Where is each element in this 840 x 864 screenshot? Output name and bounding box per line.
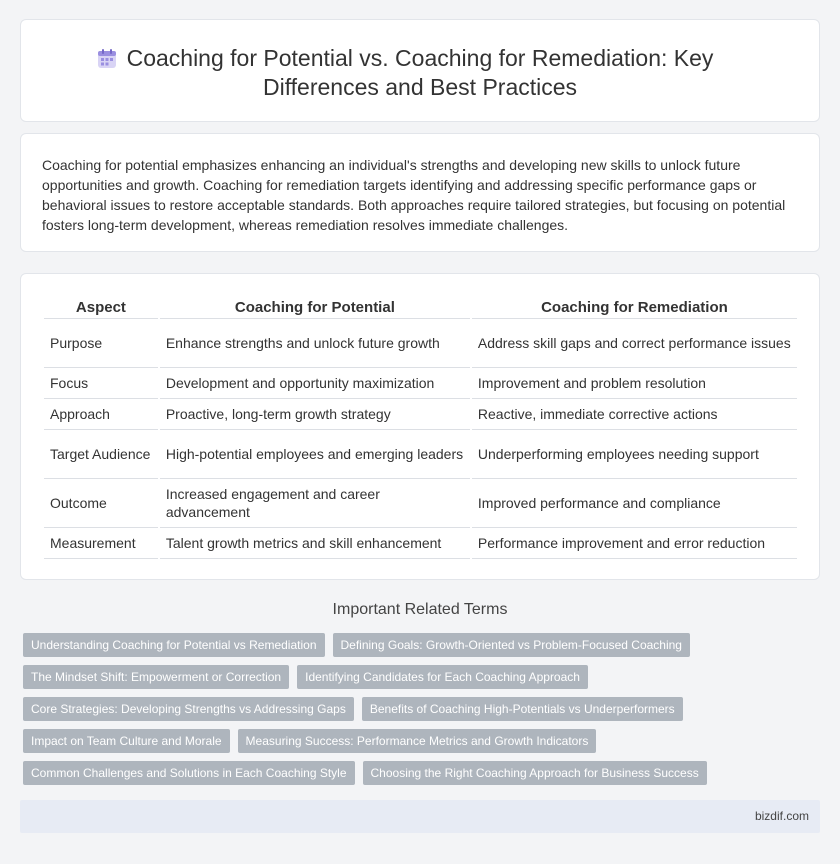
table-cell: Approach <box>44 399 158 430</box>
related-term-tag[interactable]: Defining Goals: Growth-Oriented vs Problem-Focused Coaching <box>333 633 690 657</box>
table-cell: Increased engagement and career advancement <box>160 479 470 528</box>
table-row <box>44 479 797 528</box>
related-terms-list <box>23 633 813 785</box>
table-cell: Improvement and problem resolution <box>472 368 797 399</box>
footer-bar <box>20 800 820 833</box>
related-term-tag[interactable]: Measuring Success: Performance Metrics and Growth Indicators <box>238 729 597 753</box>
table-cell: Enhance strengths and unlock future growth <box>160 319 470 368</box>
column-header-potential: Coaching for Potential <box>160 296 470 319</box>
related-terms-title: Important Related Terms <box>332 601 508 618</box>
table-cell: Target Audience <box>44 430 158 479</box>
intro-card <box>20 133 820 252</box>
intro-paragraph: Coaching for potential emphasizes enhancing an individual's strengths and developing new skills to unlock future opportunities and growth. Coaching for remediation targets identifying and addressing specific performance gaps or behavioral issues to restore acceptable standards. Both approaches require tailored strategies, but focusing on potential fosters long-term development, whereas remediation resolves immediate challenges. <box>42 157 786 233</box>
table-cell: Outcome <box>44 479 158 528</box>
column-header-remediation: Coaching for Remediation <box>472 296 797 319</box>
site-link[interactable]: bizdif.com <box>754 809 809 823</box>
comparison-table <box>42 296 799 559</box>
table-row <box>44 399 797 430</box>
related-term-tag[interactable]: Choosing the Right Coaching Approach for Business Success <box>363 761 707 785</box>
related-term-tag[interactable]: Impact on Team Culture and Morale <box>23 729 230 753</box>
table-row <box>44 430 797 479</box>
table-cell: Purpose <box>44 319 158 368</box>
table-row <box>44 528 797 559</box>
related-term-tag[interactable]: Common Challenges and Solutions in Each Coaching Style <box>23 761 355 785</box>
related-term-tag[interactable]: Identifying Candidates for Each Coaching Approach <box>297 665 588 689</box>
table-cell: High-potential employees and emerging leaders <box>160 430 470 479</box>
column-header-aspect: Aspect <box>44 296 158 319</box>
table-row <box>44 368 797 399</box>
page-title: Coaching for Potential vs. Coaching for Remediation: Key Differences and Best Practices <box>126 45 714 100</box>
table-cell: Performance improvement and error reduction <box>472 528 797 559</box>
table-cell: Proactive, long-term growth strategy <box>160 399 470 430</box>
table-cell: Focus <box>44 368 158 399</box>
header-card <box>20 19 820 122</box>
table-row <box>44 319 797 368</box>
table-cell: Improved performance and compliance <box>472 479 797 528</box>
related-term-tag[interactable]: Core Strategies: Developing Strengths vs Addressing Gaps <box>23 697 354 721</box>
related-term-tag[interactable]: Benefits of Coaching High-Potentials vs Underperformers <box>362 697 683 721</box>
table-cell: Development and opportunity maximization <box>160 368 470 399</box>
related-term-tag[interactable]: The Mindset Shift: Empowerment or Correction <box>23 665 289 689</box>
table-cell: Talent growth metrics and skill enhancement <box>160 528 470 559</box>
table-cell: Reactive, immediate corrective actions <box>472 399 797 430</box>
related-term-tag[interactable]: Understanding Coaching for Potential vs Remediation <box>23 633 325 657</box>
table-cell: Address skill gaps and correct performance issues <box>472 319 797 368</box>
table-header-row <box>44 296 797 319</box>
table-cell: Measurement <box>44 528 158 559</box>
comparison-card <box>20 273 820 580</box>
table-cell: Underperforming employees needing support <box>472 430 797 479</box>
